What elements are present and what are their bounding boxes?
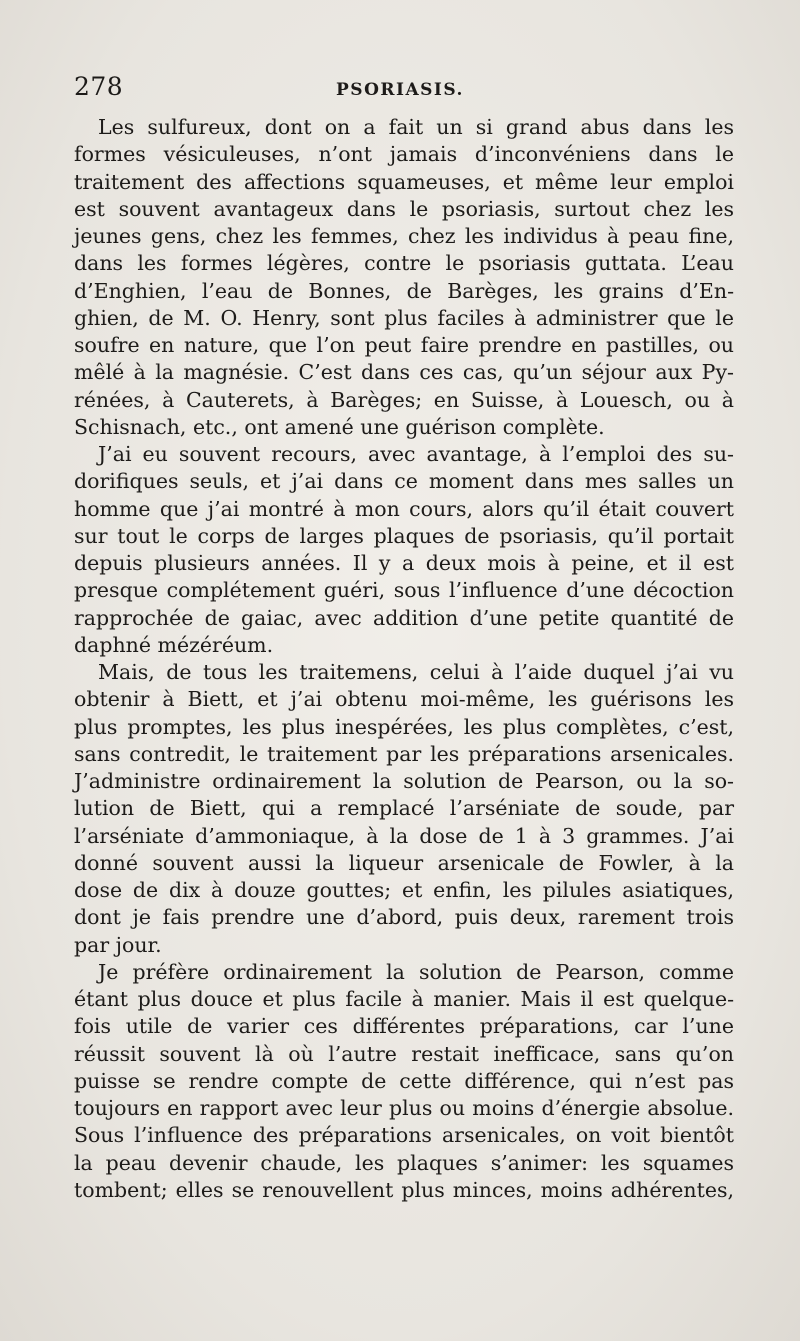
paragraph <box>74 114 734 441</box>
text-line: ghien, de M. O. Henry, sont plus faciles à administrer que le <box>74 305 734 330</box>
text-line: lution de Biett, qui a remplacé l’arséniate de soude, par <box>74 796 734 821</box>
paragraph <box>74 659 734 959</box>
text-line: d’Enghien, l’eau de Bonnes, de Barèges, les grains d’En- <box>74 278 734 303</box>
text-line: presque complétement guéri, sous l’influence d’une décoction <box>74 578 734 603</box>
body-text <box>74 114 734 1204</box>
text-line: mêlé à la magnésie. C’est dans ces cas, qu’un séjour aux Py- <box>74 360 734 385</box>
text-line: J’administre ordinairement la solution de Pearson, ou la so- <box>74 769 734 793</box>
text-line: depuis plusieurs années. Il y a deux mois à peine, et il est <box>74 551 734 575</box>
text-line: tombent; elles se renouvellent plus minces, moins adhérentes, <box>74 1177 734 1202</box>
text-line: donné souvent aussi la liqueur arsenicale de Fowler, à la <box>74 850 734 875</box>
text-line: formes vésiculeuses, n’ont jamais d’inconvéniens dans le <box>74 142 734 167</box>
text-line: Schisnach, etc., ont amené une guérison complète. <box>74 414 605 439</box>
text-line: obtenir à Biett, et j’ai obtenu moi-même, les guérisons les <box>74 687 734 712</box>
text-line: fois utile de varier ces différentes préparations, car l’une <box>74 1014 734 1039</box>
text-line: puisse se rendre compte de cette différence, qui n’est pas <box>74 1068 734 1093</box>
text-line: sans contredit, le traitement par les préparations arsenicales. <box>74 741 734 766</box>
text-line: soufre en nature, que l’on peut faire prendre en pastilles, ou <box>74 333 734 357</box>
text-line: l’arséniate d’ammoniaque, à la dose de 1 à 3 grammes. J’ai <box>74 823 734 848</box>
text-line: Mais, de tous les traitemens, celui à l’aide duquel j’ai vu <box>98 660 734 684</box>
text-line: dont je fais prendre une d’abord, puis deux, rarement trois <box>74 905 734 930</box>
running-title: PSORIASIS. <box>336 80 464 100</box>
text-line: par jour. <box>74 932 162 957</box>
paragraph <box>74 959 734 1204</box>
text-line: est souvent avantageux dans le psoriasis, surtout chez les <box>74 196 734 221</box>
text-line: réussit souvent là où l’autre restait inefficace, sans qu’on <box>74 1041 734 1066</box>
text-line: la peau devenir chaude, les plaques s’animer: les squames <box>74 1150 734 1175</box>
text-line: Je préfère ordinairement la solution de Pearson, comme <box>98 959 734 984</box>
text-line: daphné mézéréum. <box>74 632 274 657</box>
text-line: étant plus douce et plus facile à manier. Mais il est quelque- <box>74 987 734 1011</box>
paragraph <box>74 441 734 659</box>
text-line: dans les formes légères, contre le psoriasis guttata. L’eau <box>74 251 734 276</box>
text-line: toujours en rapport avec leur plus ou moins d’énergie absolue. <box>74 1096 734 1120</box>
text-line: jeunes gens, chez les femmes, chez les individus à peau fine, <box>74 224 734 248</box>
text-line: dose de dix à douze gouttes; et enfin, les pilules asiatiques, <box>74 878 734 902</box>
text-line: traitement des affections squameuses, et même leur emploi <box>74 169 734 194</box>
text-line: sur tout le corps de larges plaques de psoriasis, qu’il portait <box>74 523 734 548</box>
page-number: 278 <box>74 72 124 101</box>
text-line: J’ai eu souvent recours, avec avantage, à l’emploi des su- <box>98 442 734 466</box>
text-line: rapprochée de gaiac, avec addition d’une petite quantité de <box>74 605 734 630</box>
text-line: Sous l’influence des préparations arsenicales, on voit bientôt <box>74 1123 734 1148</box>
text-line: dorifiques seuls, et j’ai dans ce moment dans mes salles un <box>74 469 734 494</box>
text-line: rénées, à Cauterets, à Barèges; en Suisse, à Louesch, ou à <box>74 387 734 412</box>
text-line: plus promptes, les plus inespérées, les plus complètes, c’est, <box>74 714 734 739</box>
text-line: homme que j’ai montré à mon cours, alors qu’il était couvert <box>74 496 734 521</box>
page-header <box>0 72 800 108</box>
text-line: Les sulfureux, dont on a fait un si grand abus dans les <box>98 115 734 139</box>
